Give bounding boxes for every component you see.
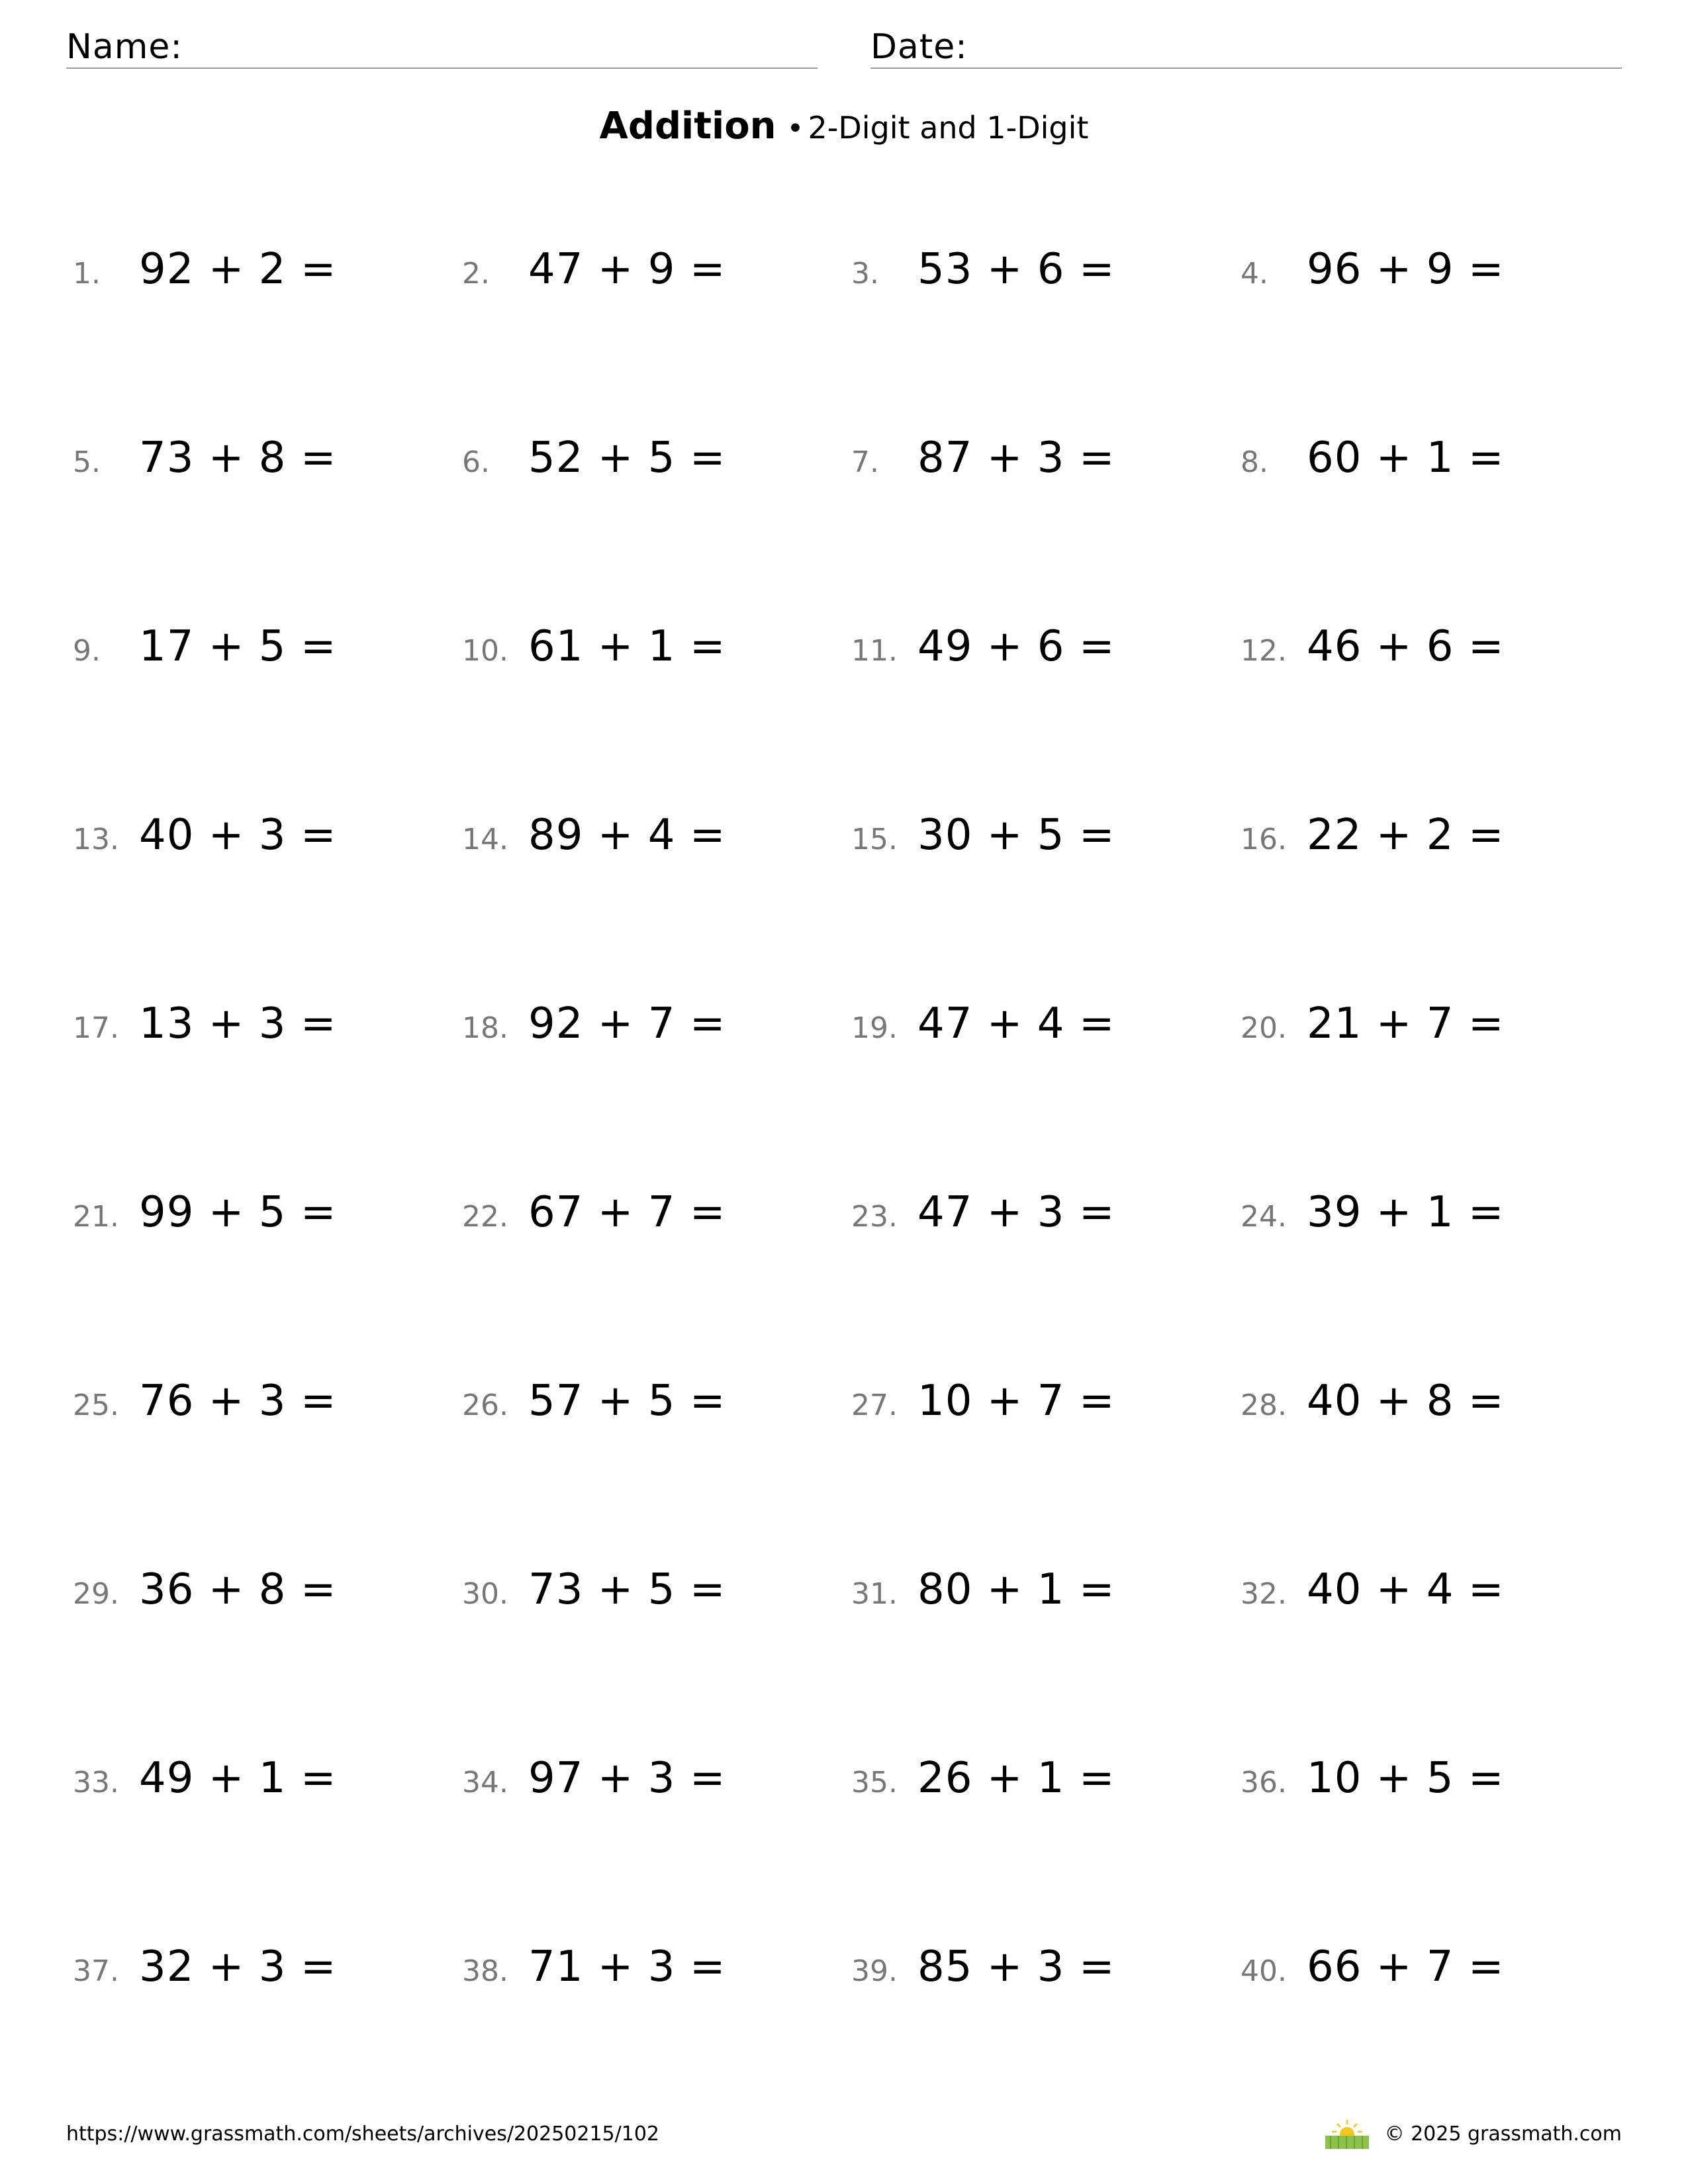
- problem-number: 40.: [1241, 1954, 1287, 1988]
- problem-item: [462, 811, 851, 999]
- problem-number: 17.: [73, 1011, 119, 1045]
- problem-number: 14.: [462, 823, 508, 856]
- problem-expression: 22 + 2 =: [1307, 811, 1505, 860]
- problem-item: [73, 1565, 462, 1754]
- problem-number: 26.: [462, 1388, 508, 1422]
- problem-number: 9.: [73, 634, 101, 668]
- problem-item: [1241, 811, 1630, 999]
- problem-number: 33.: [73, 1766, 119, 1799]
- problem-number: 23.: [851, 1200, 898, 1234]
- problem-number: 2.: [462, 257, 490, 291]
- problem-expression: 89 + 4 =: [528, 811, 726, 860]
- problem-expression: 47 + 4 =: [917, 999, 1115, 1048]
- problem-item: [462, 1565, 851, 1754]
- problem-number: 25.: [73, 1388, 119, 1422]
- grass-sun-logo-icon: [1324, 2118, 1370, 2150]
- problem-item: [1241, 1754, 1630, 1942]
- problem-number: 38.: [462, 1954, 508, 1988]
- problem-expression: 57 + 5 =: [528, 1377, 726, 1426]
- problem-item: [462, 245, 851, 433]
- problem-expression: 10 + 5 =: [1307, 1754, 1505, 1803]
- problem-item: [462, 1754, 851, 1942]
- problem-item: [851, 622, 1241, 811]
- problem-expression: 10 + 7 =: [917, 1377, 1115, 1426]
- problem-expression: 30 + 5 =: [917, 811, 1115, 860]
- problem-expression: 80 + 1 =: [917, 1565, 1115, 1614]
- problem-item: [462, 1188, 851, 1377]
- problem-expression: 46 + 6 =: [1307, 622, 1505, 671]
- problem-expression: 39 + 1 =: [1307, 1188, 1505, 1237]
- footer-url: https://www.grassmath.com/sheets/archives/20250215/102: [66, 2122, 660, 2146]
- problem-expression: 40 + 8 =: [1307, 1377, 1505, 1426]
- problem-number: 21.: [73, 1200, 119, 1234]
- problem-item: [73, 245, 462, 433]
- title-main: Addition: [599, 105, 776, 148]
- problem-expression: 92 + 7 =: [528, 999, 726, 1048]
- problem-item: [1241, 1377, 1630, 1565]
- problem-number: 27.: [851, 1388, 898, 1422]
- problem-number: 32.: [1241, 1577, 1287, 1611]
- problem-number: 28.: [1241, 1388, 1287, 1422]
- problem-item: [73, 999, 462, 1188]
- problem-grid: [73, 245, 1622, 2131]
- problem-item: [73, 433, 462, 622]
- worksheet-title: [0, 105, 1688, 148]
- problem-number: 18.: [462, 1011, 508, 1045]
- problem-number: 34.: [462, 1766, 508, 1799]
- problem-expression: 97 + 3 =: [528, 1754, 726, 1803]
- problem-expression: 61 + 1 =: [528, 622, 726, 671]
- problem-number: 37.: [73, 1954, 119, 1988]
- footer-brand: [1324, 2118, 1622, 2151]
- problem-expression: 32 + 3 =: [139, 1942, 337, 1991]
- problem-item: [462, 1942, 851, 2131]
- problem-expression: 49 + 1 =: [139, 1754, 337, 1803]
- problem-expression: 85 + 3 =: [917, 1942, 1115, 1991]
- problem-item: [1241, 433, 1630, 622]
- name-field[interactable]: [66, 26, 818, 69]
- problem-number: 16.: [1241, 823, 1287, 856]
- problem-item: [851, 1754, 1241, 1942]
- title-subtitle: 2-Digit and 1-Digit: [808, 110, 1089, 146]
- problem-item: [1241, 1565, 1630, 1754]
- problem-expression: 52 + 5 =: [528, 433, 726, 482]
- title-separator: •: [786, 112, 804, 146]
- problem-expression: 40 + 3 =: [139, 811, 337, 860]
- problem-expression: 96 + 9 =: [1307, 245, 1505, 294]
- problem-item: [851, 999, 1241, 1188]
- problem-expression: 53 + 6 =: [917, 245, 1115, 294]
- problem-item: [851, 1377, 1241, 1565]
- problem-expression: 67 + 7 =: [528, 1188, 726, 1237]
- problem-expression: 73 + 5 =: [528, 1565, 726, 1614]
- problem-expression: 99 + 5 =: [139, 1188, 337, 1237]
- problem-expression: 49 + 6 =: [917, 622, 1115, 671]
- problem-number: 22.: [462, 1200, 508, 1234]
- problem-item: [851, 245, 1241, 433]
- problem-expression: 40 + 4 =: [1307, 1565, 1505, 1614]
- problem-expression: 87 + 3 =: [917, 433, 1115, 482]
- problem-item: [1241, 245, 1630, 433]
- problem-item: [851, 433, 1241, 622]
- problem-number: 5.: [73, 445, 101, 479]
- problem-item: [1241, 1188, 1630, 1377]
- problem-number: 13.: [73, 823, 119, 856]
- problem-expression: 92 + 2 =: [139, 245, 337, 294]
- problem-item: [1241, 1942, 1630, 2131]
- problem-item: [73, 811, 462, 999]
- problem-item: [851, 1942, 1241, 2131]
- footer-copyright: © 2025 grassmath.com: [1384, 2122, 1622, 2146]
- problem-expression: 36 + 8 =: [139, 1565, 337, 1614]
- problem-number: 19.: [851, 1011, 898, 1045]
- problem-expression: 13 + 3 =: [139, 999, 337, 1048]
- problem-expression: 21 + 7 =: [1307, 999, 1505, 1048]
- problem-expression: 26 + 1 =: [917, 1754, 1115, 1803]
- problem-number: 36.: [1241, 1766, 1287, 1799]
- problem-number: 20.: [1241, 1011, 1287, 1045]
- problem-number: 1.: [73, 257, 101, 291]
- problem-expression: 60 + 1 =: [1307, 433, 1505, 482]
- problem-number: 3.: [851, 257, 879, 291]
- problem-item: [851, 1188, 1241, 1377]
- problem-item: [1241, 999, 1630, 1188]
- problem-expression: 66 + 7 =: [1307, 1942, 1505, 1991]
- problem-item: [462, 433, 851, 622]
- date-label: Date:: [870, 27, 968, 67]
- problem-number: 31.: [851, 1577, 898, 1611]
- problem-number: 30.: [462, 1577, 508, 1611]
- problem-item: [462, 622, 851, 811]
- problem-number: 15.: [851, 823, 898, 856]
- problem-item: [73, 1754, 462, 1942]
- problem-number: 11.: [851, 634, 898, 668]
- problem-item: [73, 1942, 462, 2131]
- problem-number: 24.: [1241, 1200, 1287, 1234]
- problem-expression: 73 + 8 =: [139, 433, 337, 482]
- problem-number: 10.: [462, 634, 508, 668]
- problem-number: 7.: [851, 445, 879, 479]
- problem-expression: 76 + 3 =: [139, 1377, 337, 1426]
- problem-number: 39.: [851, 1954, 898, 1988]
- problem-expression: 47 + 9 =: [528, 245, 726, 294]
- problem-item: [462, 1377, 851, 1565]
- problem-number: 12.: [1241, 634, 1287, 668]
- problem-item: [462, 999, 851, 1188]
- date-field[interactable]: [870, 26, 1622, 69]
- problem-number: 35.: [851, 1766, 898, 1799]
- problem-expression: 17 + 5 =: [139, 622, 337, 671]
- problem-item: [851, 1565, 1241, 1754]
- problem-item: [1241, 622, 1630, 811]
- problem-number: 29.: [73, 1577, 119, 1611]
- problem-number: 6.: [462, 445, 490, 479]
- problem-item: [73, 622, 462, 811]
- problem-number: 8.: [1241, 445, 1268, 479]
- name-label: Name:: [66, 27, 183, 67]
- problem-item: [73, 1188, 462, 1377]
- problem-item: [73, 1377, 462, 1565]
- problem-item: [851, 811, 1241, 999]
- problem-expression: 71 + 3 =: [528, 1942, 726, 1991]
- problem-expression: 47 + 3 =: [917, 1188, 1115, 1237]
- problem-number: 4.: [1241, 257, 1268, 291]
